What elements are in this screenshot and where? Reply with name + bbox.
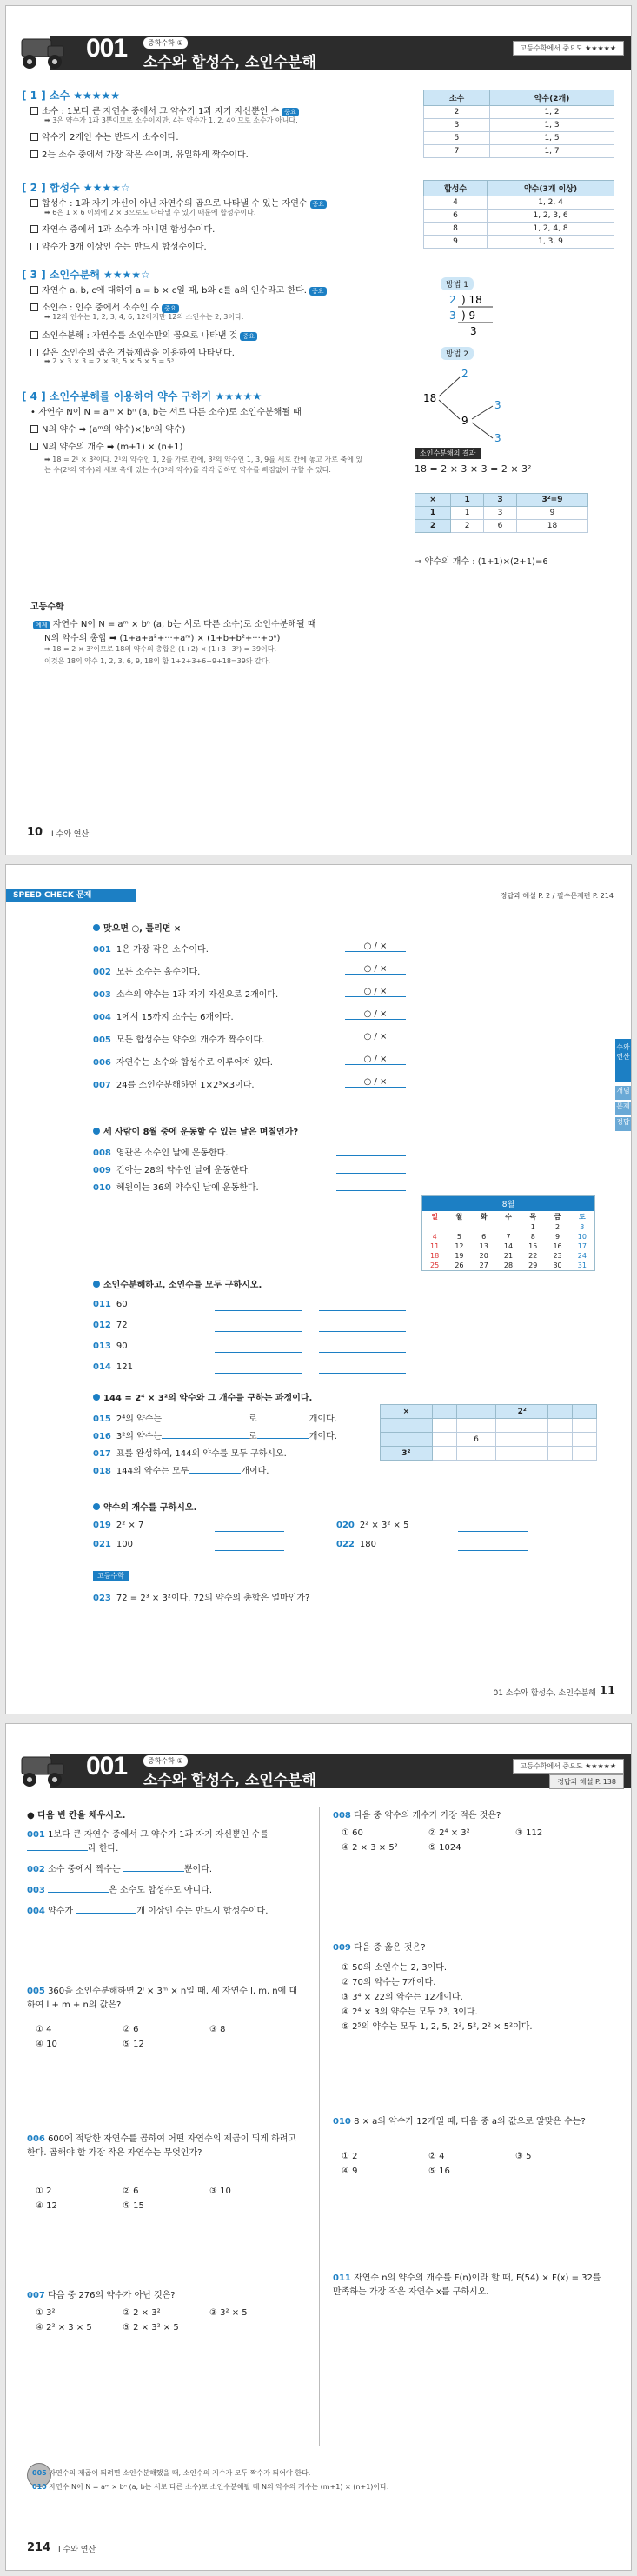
lesson-number: 001 xyxy=(86,1752,128,1781)
calendar-day: 8 xyxy=(530,1233,535,1241)
calendar-day: 3 xyxy=(580,1223,585,1231)
ox-answer-box[interactable]: ○ / × xyxy=(345,1009,406,1020)
question-001: 001 1은 가장 작은 소수이다. xyxy=(93,945,209,955)
hs-example-2: 이것은 18의 약수 1, 2, 3, 6, 9, 18의 합 1+2+3+6+9+18=39와 같다. xyxy=(44,657,271,665)
question-020: 020 2² × 3² × 5 xyxy=(336,1521,409,1530)
checkbox[interactable] xyxy=(30,425,38,433)
table-cell[interactable] xyxy=(573,1447,597,1461)
question-008: 008 영관은 소수인 날에 운동한다. xyxy=(93,1148,229,1158)
question-004: 004 약수가 개 이상인 수는 반드시 합성수이다. xyxy=(27,1907,269,1916)
checkbox[interactable] xyxy=(30,150,38,158)
chapter-label: Ⅰ 수와 연산 xyxy=(51,830,90,839)
prime-fact-1: 약수가 2개인 수는 반드시 소수이다. xyxy=(30,130,179,143)
method-1-label: 방법 1 xyxy=(441,277,474,290)
car-icon xyxy=(17,1748,67,1792)
option[interactable]: ④ 2² × 3 × 5 xyxy=(36,2323,92,2333)
svg-text:18: 18 xyxy=(423,392,437,404)
calendar-day: 19 xyxy=(455,1252,464,1260)
checkbox[interactable] xyxy=(30,349,38,356)
checkbox[interactable] xyxy=(30,107,38,115)
question-023: 023 72 = 2³ × 3²이다. 72의 약수의 총합은 얼마인가? xyxy=(93,1594,310,1603)
calendar-day: 11 xyxy=(430,1242,440,1250)
composite-example: ➡ 6은 1 × 6 이외에 2 × 3으로도 나타낼 수 있기 때문에 합성수이다. xyxy=(44,209,256,216)
table-cell[interactable] xyxy=(496,1433,548,1447)
table-row: 7 1, 7 xyxy=(424,145,614,158)
table-cell[interactable] xyxy=(573,1433,597,1447)
option[interactable]: ① 3² xyxy=(36,2308,56,2318)
question-005: 005 모든 합성수는 약수의 개수가 짝수이다. xyxy=(93,1035,265,1045)
col-header: 소수 xyxy=(424,90,490,106)
answer-blank[interactable] xyxy=(215,1310,302,1311)
ox-answer-box[interactable]: ○ / × xyxy=(345,1055,406,1065)
calendar-day: 23 xyxy=(553,1252,562,1260)
prime-fact-2: 2는 소수 중에서 가장 작은 수이며, 유일하게 짝수이다. xyxy=(30,147,249,160)
side-tab[interactable]: 문제 xyxy=(615,1102,631,1115)
lesson-header xyxy=(6,1747,631,1797)
ox-answer-box[interactable]: ○ / × xyxy=(345,987,406,997)
ox-answer-box[interactable]: ○ / × xyxy=(345,964,406,975)
question-022: 022 180 xyxy=(336,1540,376,1549)
options-006 xyxy=(36,2187,231,2211)
calendar-day: 14 xyxy=(503,1242,514,1250)
weekday-label: 금 xyxy=(554,1213,561,1221)
hs-example-1: ➡ 18 = 2 × 3²이므로 18의 약수의 총합은 (1+2) × (1+3+3²) = 39이다. xyxy=(44,645,277,653)
question-003: 003 은 소수도 합성수도 아니다. xyxy=(27,1886,213,1895)
option[interactable]: ② 6 xyxy=(123,2187,139,2196)
calendar-day: 28 xyxy=(503,1261,514,1269)
answer-blank[interactable] xyxy=(319,1331,406,1332)
question-015: 015 2⁴의 약수는 로 개이다. xyxy=(93,1414,337,1424)
lesson-number: 001 xyxy=(86,34,128,63)
weekday-label: 화 xyxy=(480,1213,488,1221)
question-006: 006 자연수는 소수와 합성수로 이루어져 있다. xyxy=(93,1058,273,1068)
option[interactable]: ⑤ 2 × 3² × 5 xyxy=(123,2323,179,2333)
calendar-day: 17 xyxy=(577,1242,587,1250)
page-11 xyxy=(5,864,632,1714)
answer-blank[interactable] xyxy=(215,1373,302,1374)
svg-text:3: 3 xyxy=(494,432,501,444)
question-001: 001 1보다 큰 자연수 중에서 그 약수가 1과 자기 자신뿐인 수를 라 한다. xyxy=(27,1830,269,1854)
side-tab[interactable]: 개념 xyxy=(615,1086,631,1100)
lesson-subject: 중학수학 ① xyxy=(143,37,188,49)
answer-blank[interactable] xyxy=(215,1352,302,1353)
calendar-day: 12 xyxy=(455,1242,464,1250)
table-cell[interactable] xyxy=(548,1433,573,1447)
col-header: 약수(2개) xyxy=(490,90,614,106)
svg-text:9: 9 xyxy=(461,415,468,427)
option[interactable]: ② 2 × 3² xyxy=(123,2308,161,2318)
col-header: 약수(3개 이상) xyxy=(488,181,614,196)
table-cell[interactable] xyxy=(432,1405,456,1419)
question-013: 013 90 xyxy=(93,1341,128,1351)
divisor-grid: × 1 3 3²=9 1 1 3 9 2 2 6 18 xyxy=(415,493,588,533)
option[interactable]: ④ 2 × 3 × 5² xyxy=(342,1843,398,1853)
calendar-title: 8월 xyxy=(422,1196,594,1211)
question-021: 021 100 xyxy=(93,1540,133,1549)
ox-answer-box[interactable]: ○ / × xyxy=(345,1077,406,1088)
calendar-day: 31 xyxy=(577,1261,587,1269)
answer-blank[interactable] xyxy=(215,1550,284,1551)
option[interactable]: ⑤ 12 xyxy=(123,2040,144,2049)
calendar-day: 15 xyxy=(528,1242,538,1250)
table-cell[interactable] xyxy=(432,1419,456,1433)
table-cell[interactable] xyxy=(548,1405,573,1419)
page-number: 10 xyxy=(27,826,43,839)
calendar-day: 24 xyxy=(577,1252,587,1260)
table-cell[interactable] xyxy=(381,1419,433,1433)
options-005 xyxy=(36,2025,226,2049)
fill-blank-heading: ● 다음 빈 칸을 채우시오. xyxy=(27,1811,126,1821)
ox-answer-box[interactable]: ○ / × xyxy=(345,1032,406,1042)
options-010 xyxy=(342,2152,532,2176)
calendar-day: 18 xyxy=(430,1252,440,1260)
calendar-day xyxy=(496,1222,521,1232)
checkbox[interactable] xyxy=(30,331,38,339)
calendar-day: 5 xyxy=(456,1233,461,1241)
option[interactable]: ④ 10 xyxy=(36,2040,57,2049)
calendar-day: 6 xyxy=(481,1233,487,1241)
lesson-subject: 중학수학 ① xyxy=(143,1755,188,1767)
factorization-def: 소인수분해 : 자연수를 소인수만의 곱으로 나타낸 것 중요 xyxy=(30,328,257,341)
table-cell[interactable]: 3² xyxy=(381,1447,433,1461)
calendar-heading: 세 사람이 8월 중에 운동할 수 있는 날은 며칠인가? xyxy=(93,1124,298,1137)
divisor-rule: N의 약수 ➡ (aᵐ의 약수)×(bⁿ의 약수) xyxy=(30,422,185,435)
table-cell[interactable]: 2² xyxy=(496,1405,548,1419)
table-cell[interactable] xyxy=(432,1447,456,1461)
answer-blank[interactable] xyxy=(319,1373,406,1374)
question-007: 007 24를 소인수분해하면 1×2³×3이다. xyxy=(93,1081,255,1090)
car-icon xyxy=(17,30,67,74)
question-018: 018 144의 약수는 모두 개이다. xyxy=(93,1467,269,1476)
table-cell[interactable]: 6 xyxy=(456,1433,496,1447)
option[interactable]: ① 2 xyxy=(36,2187,52,2196)
question-010: 010 혜원이는 36의 약수인 날에 운동한다. xyxy=(93,1183,259,1193)
composite-fact-1: 자연수 중에서 1과 소수가 아니면 합성수이다. xyxy=(30,222,215,235)
prime-example: ➡ 3은 약수가 1과 3뿐이므로 소수이지만, 4는 약수가 1, 2, 4이므로 소수가 아니다. xyxy=(44,116,298,124)
power-example: ➡ 2 × 3 × 3 = 2 × 3², 5 × 5 × 5 = 5³ xyxy=(44,357,175,365)
calendar-day: 10 xyxy=(577,1233,587,1241)
table-cell[interactable] xyxy=(381,1433,433,1447)
question-008: 008 다음 중 약수의 개수가 가장 적은 것은? xyxy=(333,1811,501,1821)
lesson-title: 소수와 합성수, 소인수분해 xyxy=(143,54,316,71)
table-cell[interactable] xyxy=(456,1405,496,1419)
section-factorization-title: [ 3 ] 소인수분해 ★★★★☆ xyxy=(22,269,150,281)
divisor-table-144 xyxy=(380,1404,597,1461)
page-10 xyxy=(5,5,632,855)
weekday-label: 일 xyxy=(431,1213,438,1221)
question-005: 005 360을 소인수분해하면 2ˡ × 3ᵐ × n일 때, 세 자연수 l, m, n에 대하여 l + m + n의 값은? xyxy=(27,1987,298,2010)
count-heading: 약수의 개수를 구하시오. xyxy=(93,1500,196,1513)
calendar-day xyxy=(447,1222,471,1232)
svg-text:2: 2 xyxy=(449,294,456,306)
ox-answer-box[interactable]: ○ / × xyxy=(345,942,406,952)
factor-tree xyxy=(406,358,580,445)
checkbox[interactable] xyxy=(30,443,38,450)
table-row xyxy=(381,1419,597,1433)
table-row: 3 1, 3 xyxy=(424,119,614,132)
checkbox[interactable] xyxy=(30,243,38,250)
section-composite-title: [ 2 ] 합성수 ★★★★☆ xyxy=(22,182,130,194)
table-cell[interactable] xyxy=(496,1447,548,1461)
section-divisors-title: [ 4 ] 소인수분해를 이용하여 약수 구하기 ★★★★★ xyxy=(22,390,262,403)
checkbox[interactable] xyxy=(30,286,38,294)
hint-005: 005 자연수의 제곱이 되려면 소인수분해했을 때, 소인수의 지수가 모두 짝수가 되어야 한다. xyxy=(32,2469,311,2477)
power-rule: 같은 소인수의 곱은 거듭제곱을 이용하여 나타낸다. xyxy=(30,345,235,358)
section-prime-title: [ 1 ] 소수 ★★★★★ xyxy=(22,90,121,102)
table-cell[interactable] xyxy=(573,1419,597,1433)
answer-blank[interactable] xyxy=(336,1173,406,1174)
options-009 xyxy=(342,1960,533,2034)
divisor-count-result: ⇒ 약수의 개수 : (1+1)×(2+1)=6 xyxy=(415,557,548,567)
answer-reference: 정답과 해설 P. 138 xyxy=(549,1774,624,1789)
table-cell[interactable]: × xyxy=(381,1405,433,1419)
question-014: 014 121 xyxy=(93,1362,133,1372)
lesson-title: 소수와 합성수, 소인수분해 xyxy=(143,1772,316,1789)
question-010: 010 8 × a의 약수가 12개일 때, 다음 중 a의 값으로 알맞은 수는? xyxy=(333,2117,586,2127)
divisor-example: ➡ 18 = 2¹ × 3²이다. 2¹의 약수인 1, 2를 가로 칸에, 3²의 약수인 1, 3, 9를 세로 칸에 놓고 가로 축에 있는 수(2¹의 약수)와 세로 축에 있는 수(3²의 약수)를 각각 곱하면 약수를 빠짐없이 구할 수 있다. xyxy=(44,456,363,474)
side-tab[interactable]: 정답 xyxy=(615,1117,631,1131)
options-008 xyxy=(342,1828,542,1853)
method-2-label: 방법 2 xyxy=(441,347,474,360)
calendar-day: 22 xyxy=(528,1252,538,1260)
calendar-day xyxy=(472,1222,496,1232)
svg-text:2: 2 xyxy=(461,368,468,380)
answer-blank[interactable] xyxy=(319,1352,406,1353)
speed-check-banner: SPEED CHECK 문제 xyxy=(6,889,136,902)
calendar-day: 7 xyxy=(506,1233,511,1241)
svg-text:) 18: ) 18 xyxy=(461,294,482,306)
divisor-condition: • 자연수 N이 N = aᵐ × bⁿ (a, b는 서로 다른 소수)로 소인수분해될 때 xyxy=(30,408,302,417)
calendar-day: 25 xyxy=(430,1261,440,1269)
calendar-day: 16 xyxy=(553,1242,562,1250)
chapter-label: Ⅰ 수와 연산 xyxy=(58,2546,96,2554)
option[interactable]: ⑤ 1024 xyxy=(428,1843,461,1853)
august-calendar xyxy=(421,1195,595,1271)
table-row: 5 1, 5 xyxy=(424,132,614,145)
calendar-day: 9 xyxy=(555,1233,561,1241)
calendar-day: 26 xyxy=(455,1261,464,1269)
calendar-day: 1 xyxy=(530,1223,535,1231)
table-row xyxy=(381,1405,597,1419)
calendar-day: 27 xyxy=(479,1261,488,1269)
division-diagram xyxy=(432,291,545,343)
question-009: 009 다음 중 옳은 것은? xyxy=(333,1943,426,1953)
weekday-label: 월 xyxy=(455,1213,463,1221)
question-002: 002 모든 소수는 홀수이다. xyxy=(93,968,201,977)
calendar-day: 21 xyxy=(503,1252,514,1260)
option[interactable]: ⑤ 15 xyxy=(123,2201,144,2211)
options-007 xyxy=(36,2308,248,2333)
table-cell[interactable] xyxy=(573,1405,597,1419)
section-footer: 01 소수와 합성수, 소인수분해 xyxy=(493,1689,596,1698)
svg-text:3: 3 xyxy=(470,325,477,337)
checkbox[interactable] xyxy=(30,303,38,311)
option[interactable]: ② 4 xyxy=(428,2152,445,2161)
option[interactable]: ② 2⁴ × 3² xyxy=(428,1828,470,1838)
svg-text:3: 3 xyxy=(449,310,456,322)
prime-factor-def: 소인수 : 인수 중에서 소수인 수 중요 xyxy=(30,300,179,313)
page-214 xyxy=(5,1723,632,2571)
factor-def: 자연수 a, b, c에 대하여 a = b × c일 때, b와 c를 a의 인수라고 한다. 중요 xyxy=(30,283,327,296)
option[interactable]: ⑤ 2⁵의 약수는 모두 1, 2, 5, 2², 5², 2² × 5²이다. xyxy=(342,2022,533,2032)
answer-blank[interactable] xyxy=(336,1155,406,1156)
option[interactable]: ③ 10 xyxy=(209,2187,231,2196)
page-number: 214 xyxy=(27,2541,51,2554)
answer-blank[interactable] xyxy=(336,1190,406,1191)
question-016: 016 3²의 약수는 로 개이다. xyxy=(93,1432,337,1441)
question-003: 003 소수의 약수는 1과 자기 자신으로 2개이다. xyxy=(93,990,279,1000)
question-017: 017 표를 완성하여, 144의 약수를 모두 구하시오. xyxy=(93,1449,287,1459)
calendar-day xyxy=(422,1222,447,1232)
lesson-header xyxy=(6,29,631,79)
column-divider xyxy=(319,1807,320,2446)
question-011: 011 자연수 n의 약수의 개수를 F(n)이라 할 때, F(54) × F(x) = 32를 만족하는 가장 작은 자연수 x를 구하시오. xyxy=(333,2273,601,2297)
question-009: 009 건아는 28의 약수인 날에 운동한다. xyxy=(93,1166,251,1175)
option[interactable]: ⑤ 16 xyxy=(428,2167,450,2176)
hs-sum-rule: N의 약수의 총합 ➡ (1+a+a²+···+aᵐ) × (1+b+b²+···+bⁿ) xyxy=(44,634,281,643)
page-number: 11 xyxy=(599,1685,615,1698)
answer-reference: 정답과 해설 P. 2 / 필수문제편 P. 214 xyxy=(500,892,614,900)
calendar-day: 13 xyxy=(479,1242,488,1250)
option[interactable]: ① 60 xyxy=(342,1828,363,1838)
calendar-grid xyxy=(422,1211,594,1270)
option[interactable]: ③ 5 xyxy=(515,2152,532,2161)
calendar-day: 20 xyxy=(479,1252,488,1260)
answer-blank[interactable] xyxy=(215,1531,284,1532)
option[interactable]: ② 6 xyxy=(123,2025,139,2034)
col-header: 합성수 xyxy=(424,181,488,196)
answer-blank[interactable] xyxy=(458,1550,528,1551)
calendar-day: 30 xyxy=(553,1261,562,1269)
divisor-count-rule: N의 약수의 개수 ➡ (m+1) × (n+1) xyxy=(30,439,182,452)
high-school-label: 고등수학 xyxy=(30,602,64,612)
weekday-label: 토 xyxy=(578,1213,586,1221)
factor-heading: 소인수분해하고, 소인수를 모두 구하시오. xyxy=(93,1277,262,1290)
answer-blank[interactable] xyxy=(215,1331,302,1332)
table-row xyxy=(381,1447,597,1461)
importance-badge: 고등수학에서 중요도 ★★★★★ xyxy=(513,1759,625,1774)
table-row: 2 2 6 18 xyxy=(415,520,588,533)
high-school-tag: 고등수학 xyxy=(93,1571,129,1581)
weekday-label: 수 xyxy=(505,1213,512,1221)
factorization-result: 18 = 2 × 3 × 3 = 2 × 3² xyxy=(415,463,532,475)
question-019: 019 2² × 7 xyxy=(93,1521,144,1530)
question-002: 002 소수 중에서 짝수는 뿐이다. xyxy=(27,1865,213,1874)
table-row: 8 1, 2, 4, 8 xyxy=(424,223,614,236)
option[interactable]: ④ 12 xyxy=(36,2201,57,2211)
table-row: 1 1 3 9 xyxy=(415,507,588,520)
table-cell[interactable] xyxy=(456,1447,496,1461)
option[interactable]: ① 4 xyxy=(36,2025,52,2034)
question-006: 006 600에 적당한 자연수를 곱하여 어떤 자연수의 제곱이 되게 하려고 한다. 곱해야 할 가장 작은 자연수는 무엇인가? xyxy=(27,2134,297,2158)
table-cell[interactable] xyxy=(548,1447,573,1461)
question-012: 012 72 xyxy=(93,1321,128,1330)
table-cell[interactable] xyxy=(456,1419,496,1433)
side-tab[interactable]: 수와 연산 xyxy=(615,1039,631,1082)
option[interactable]: ③ 3² × 5 xyxy=(209,2308,248,2318)
prime-def: 소수 : 1보다 큰 자연수 중에서 그 약수가 1과 자기 자신뿐인 수 중요 xyxy=(30,103,299,116)
ox-heading: 맞으면 ○, 틀리면 × xyxy=(93,921,181,934)
table-row: 2 1, 2 xyxy=(424,106,614,119)
option[interactable]: ① 50의 소인수는 2, 3이다. xyxy=(342,1963,448,1973)
hint-010: 010 자연수 N이 N = aᵐ × bⁿ (a, b는 서로 다른 소수)로 소인수분해될 때 N의 약수의 개수는 (m+1) × (n+1)이다. xyxy=(32,2483,389,2491)
table-cell[interactable] xyxy=(432,1433,456,1447)
checkbox[interactable] xyxy=(30,225,38,233)
table-row: 9 1, 3, 9 xyxy=(424,236,614,249)
table-cell[interactable] xyxy=(496,1419,548,1433)
svg-text:3: 3 xyxy=(494,399,501,411)
calendar-day: 29 xyxy=(528,1261,538,1269)
option[interactable]: ③ 3⁴ × 22의 약수는 12개이다. xyxy=(342,1993,463,2002)
calendar-day: 4 xyxy=(432,1233,437,1241)
checkbox[interactable] xyxy=(30,199,38,207)
importance-badge: 고등수학에서 중요도 ★★★★★ xyxy=(513,41,625,56)
answer-blank[interactable] xyxy=(319,1310,406,1311)
composite-fact-2: 약수가 3개 이상인 수는 반드시 합성수이다. xyxy=(30,239,207,252)
option[interactable]: ② 70의 약수는 7개이다. xyxy=(342,1978,436,1987)
question-007: 007 다음 중 276의 약수가 아닌 것은? xyxy=(27,2291,176,2300)
calendar-day: 2 xyxy=(555,1223,561,1231)
table-row xyxy=(381,1433,597,1447)
option[interactable]: ③ 112 xyxy=(515,1828,543,1838)
weekday-label: 목 xyxy=(529,1213,537,1221)
factorization-result-label: 소인수분해의 결과 xyxy=(415,448,481,459)
option[interactable]: ③ 8 xyxy=(209,2025,226,2034)
answer-blank[interactable] xyxy=(458,1531,528,1532)
table-cell[interactable] xyxy=(548,1419,573,1433)
table-row: 4 1, 2, 4 xyxy=(424,196,614,210)
prime-table xyxy=(423,90,614,158)
question-011: 011 60 xyxy=(93,1300,128,1309)
question-004: 004 1에서 15까지 소수는 6개이다. xyxy=(93,1013,234,1022)
table-row: 6 1, 2, 3, 6 xyxy=(424,210,614,223)
option[interactable]: ① 2 xyxy=(342,2152,358,2161)
svg-text:) 9: ) 9 xyxy=(461,310,476,322)
option[interactable]: ④ 2⁴ × 3의 약수는 모두 2³, 3이다. xyxy=(342,2007,478,2017)
option[interactable]: ④ 9 xyxy=(342,2167,358,2176)
prime-factor-example: ➡ 12의 인수는 1, 2, 3, 4, 6, 12이지만 12의 소인수는 2, 3이다. xyxy=(44,313,244,321)
divisor-heading: 144 = 2⁴ × 3²의 약수와 그 개수를 구하는 과정이다. xyxy=(93,1390,312,1403)
checkbox[interactable] xyxy=(30,133,38,141)
hs-condition: 예제 자연수 N이 N = aᵐ × bⁿ (a, b는 서로 다른 소수)로 소인수분해될 때 xyxy=(30,616,315,629)
composite-def: 합성수 : 1과 자기 자신이 아닌 자연수의 곱으로 나타낼 수 있는 자연수 중요 xyxy=(30,196,327,209)
composite-table xyxy=(423,180,614,249)
